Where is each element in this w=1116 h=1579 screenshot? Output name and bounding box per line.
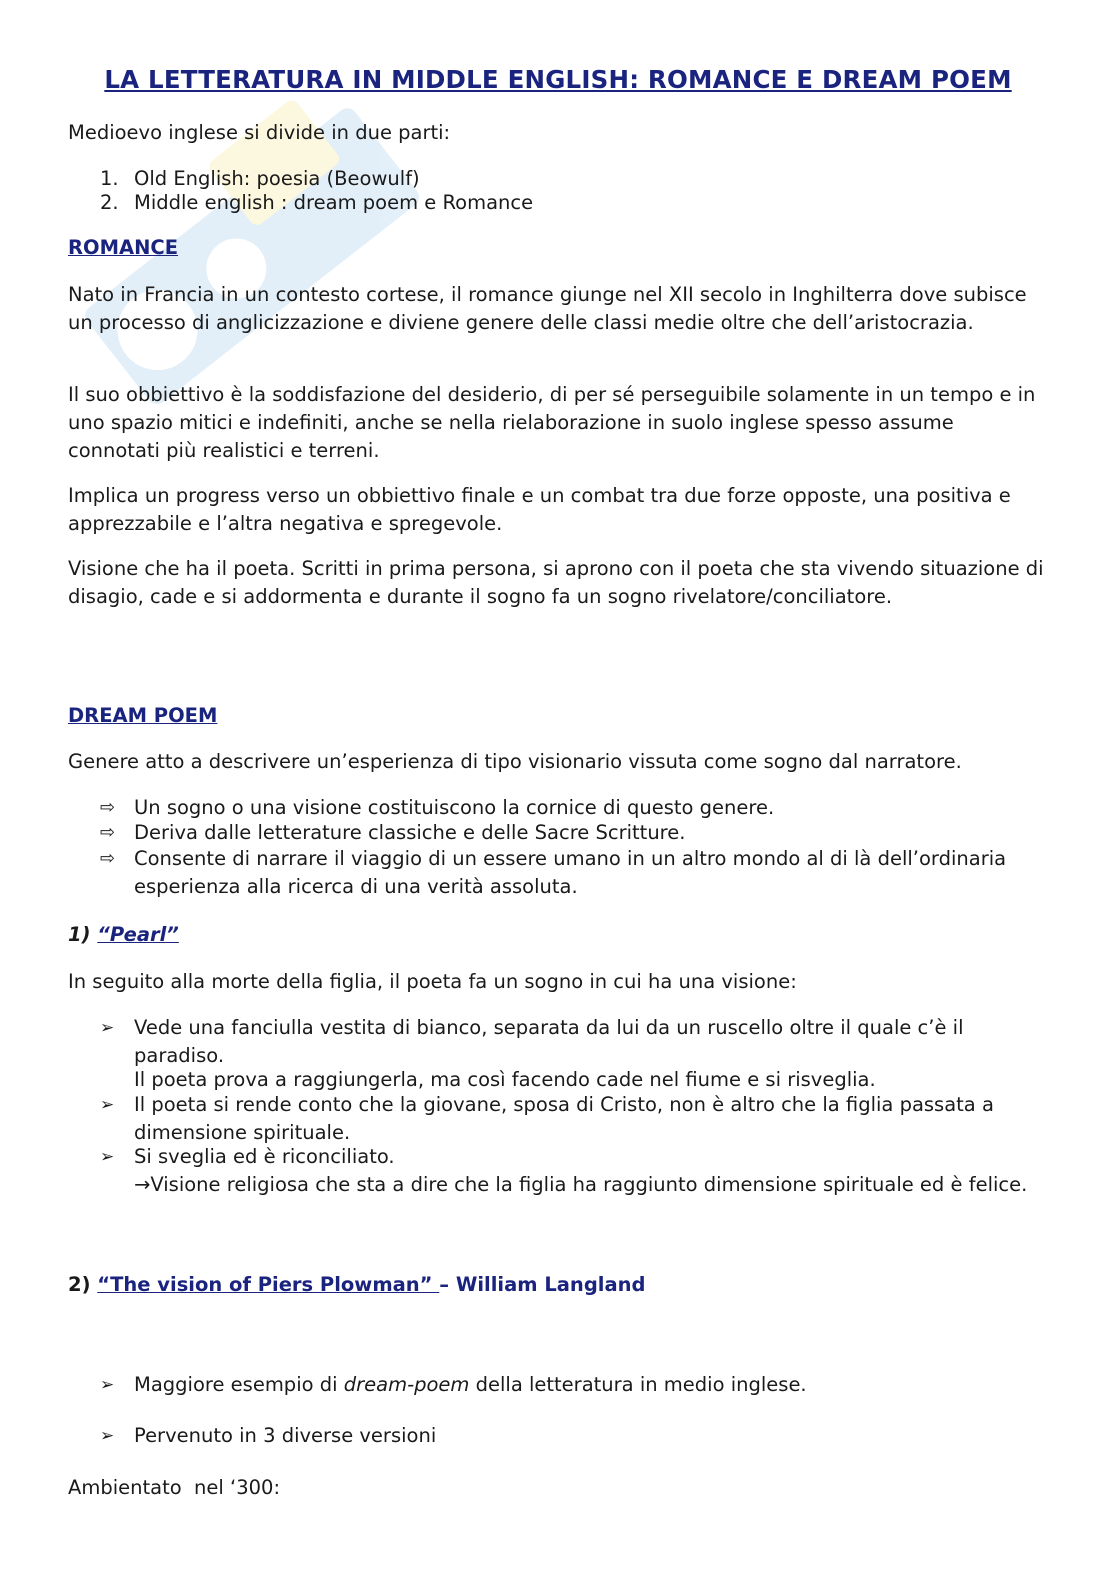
pearl-heading (68, 921, 1046, 949)
check-bullet-icon: ➢ (100, 1147, 115, 1167)
arrow-bullet-icon: ⇨ (100, 848, 116, 869)
check-bullet-icon: ➢ (100, 1426, 115, 1446)
dream-poem-heading: DREAM POEM (68, 704, 218, 727)
list-item: Old English: poesia (Beowulf) (134, 167, 420, 190)
check-bullet-icon: ➢ (100, 1095, 115, 1115)
romance-paragraph: Nato in Francia in un contesto cortese, il romance giunge nel XII secolo in Inghilterra dove subisce un processo di anglicizzazione e diviene genere delle classi medie oltre che dell’aristocrazia. (68, 283, 1027, 334)
pearl-bullet-text: Si sveglia ed è riconciliato. (134, 1145, 395, 1168)
list-item: Il poeta si rende conto che la giovane, sposa di Cristo, non è altro che la figlia passata a dimensione spirituale. (134, 1093, 994, 1144)
check-bullet-icon: ➢ (100, 1375, 115, 1395)
intro-text: Medioevo inglese si divide in due parti: (68, 121, 451, 144)
pearl-bullet-text: Il poeta prova a raggiungerla, ma così facendo cade nel fiume e si risveglia. (134, 1068, 876, 1091)
piers-title-link[interactable]: “The vision of Piers Plowman” (97, 1273, 440, 1296)
arrow-bullet-icon: ⇨ (100, 797, 116, 818)
page-title: LA LETTERATURA IN MIDDLE ENGLISH: ROMANCE E DREAM POEM (104, 65, 1012, 94)
list-item: Consente di narrare il viaggio di un essere umano in un altro mondo al di là dell’ordinaria esperienza alla ricerca di una verità assoluta. (134, 847, 1007, 898)
list-number: 1. (100, 167, 119, 190)
list-item: Middle english : dream poem e Romance (134, 191, 534, 214)
check-bullet-icon: ➢ (100, 1018, 115, 1038)
piers-author: – William Langland (439, 1273, 646, 1296)
pearl-number: 1) (68, 923, 91, 946)
dream-poem-emphasis: dream-poem (343, 1373, 470, 1396)
pearl-bullet-text: Vede una fanciulla vestita di bianco, separata da lui da un ruscello oltre il quale c’è il paradiso. (134, 1016, 964, 1067)
dream-poem-intro: Genere atto a descrivere un’esperienza di tipo visionario vissuta come sogno dal narratore. (68, 750, 962, 773)
piers-number: 2) (68, 1273, 91, 1296)
list-item (134, 1143, 1046, 1199)
list-item: Maggiore esempio di dream-poem della letteratura in medio inglese. (134, 1373, 807, 1396)
list-item: Deriva dalle letterature classiche e delle Sacre Scritture. (134, 821, 686, 844)
piers-setting: Ambientato nel ‘300: (68, 1476, 281, 1499)
right-arrow-icon: → (134, 1173, 151, 1196)
arrow-bullet-icon: ⇨ (100, 822, 116, 843)
romance-heading: ROMANCE (68, 236, 179, 259)
list-item: Pervenuto in 3 diverse versioni (134, 1424, 437, 1447)
piers-heading (68, 1271, 1046, 1299)
romance-paragraph: Il suo obbiettivo è la soddisfazione del desiderio, di per sé perseguibile solamente in un tempo e in uno spazio mitici e indefiniti, anche se nella rielaborazione in suolo inglese spesso assume connotati più realistici e terreni. (68, 383, 1036, 462)
romance-paragraph: Implica un progress verso un obbiettivo finale e un combat tra due forze opposte, una positiva e apprezzabile e l’altra negativa e spregevole. (68, 484, 1011, 535)
pearl-title-link[interactable]: “Pearl” (97, 923, 179, 946)
pearl-intro: In seguito alla morte della figlia, il poeta fa un sogno in cui ha una visione: (68, 970, 797, 993)
pearl-conclusion: →Visione religiosa che sta a dire che la figlia ha raggiunto dimensione spirituale ed è felice. (134, 1173, 1028, 1196)
romance-paragraph: Visione che ha il poeta. Scritti in prima persona, si aprono con il poeta che sta vivendo situazione di disagio, cade e si addormenta e durante il sogno fa un sogno rivelatore/conciliatore. (68, 557, 1044, 608)
list-item: Un sogno o una visione costituiscono la cornice di questo genere. (134, 796, 775, 819)
list-item (134, 1014, 1046, 1094)
list-number: 2. (100, 191, 119, 214)
